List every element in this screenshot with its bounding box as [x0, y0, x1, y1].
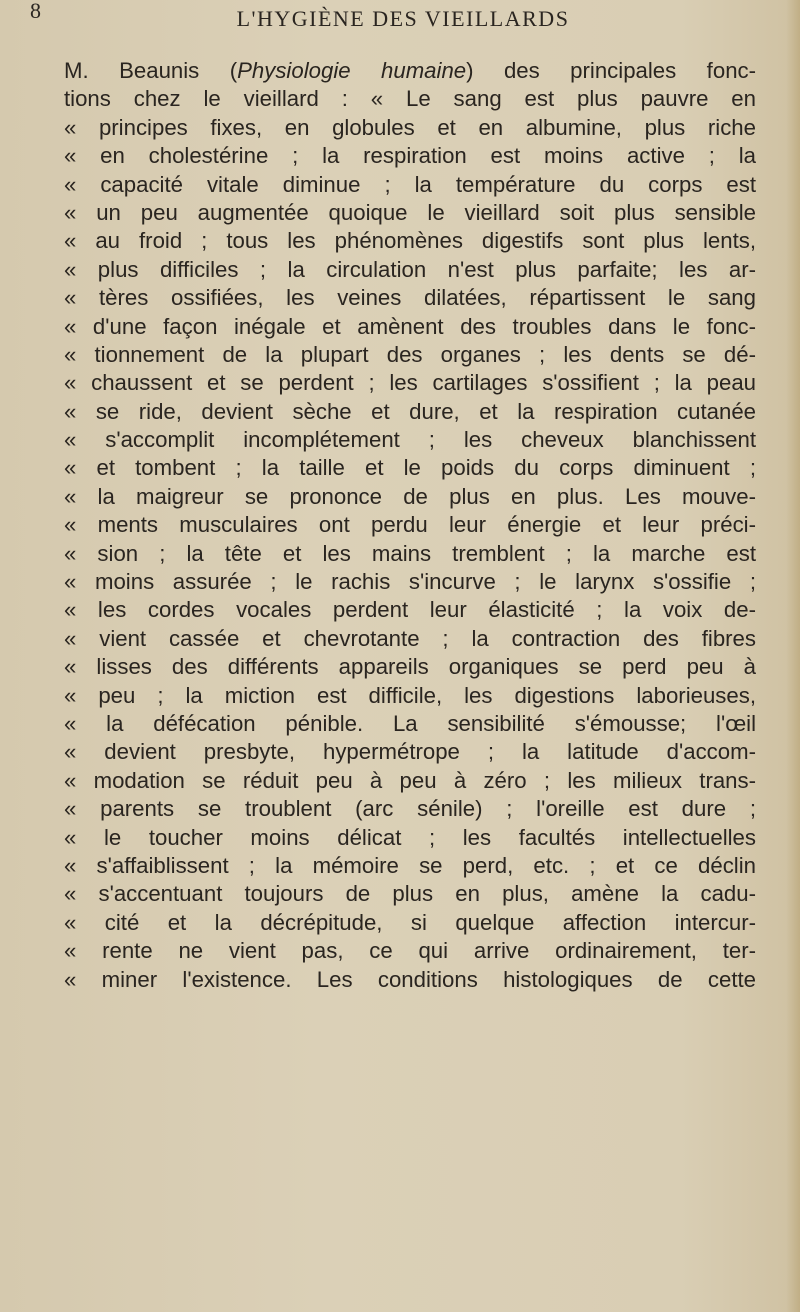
text-line: tions chez le vieillard : « Le sang est plus pauvre en: [64, 86, 756, 112]
text-line: « devient presbyte, hypermétrope ; la latitude d'accom-: [64, 739, 756, 765]
text-line: « tères ossifiées, les veines dilatées, répartissent le sang: [64, 285, 756, 311]
text-line: « les cordes vocales perdent leur élasticité ; la voix de-: [64, 597, 756, 623]
text-line: M. Beaunis (Physiologie humaine) des principales fonc-: [64, 58, 757, 83]
text-line: « la maigreur se prononce de plus en plus. Les mouve-: [64, 483, 756, 509]
text-line: « rente ne vient pas, ce qui arrive ordinairement, ter-: [64, 938, 756, 964]
text-line: « parents se troublent (arc sénile) ; l'oreille est dure ;: [64, 796, 756, 822]
text-line: « et tombent ; la taille et le poids du corps diminuent ;: [64, 455, 756, 481]
text-line: « modation se réduit peu à peu à zéro ; les milieux trans-: [64, 767, 756, 793]
text-line: « tionnement de la plupart des organes ; les dents se dé-: [64, 341, 756, 367]
running-head: L'HYGIÈNE DES VIEILLARDS: [236, 6, 570, 31]
text-line: « ments musculaires ont perdu leur énergie et leur préci-: [64, 512, 756, 538]
text-line: « s'accomplit incomplétement ; les cheveux blanchissent: [64, 427, 756, 453]
text-line: « se ride, devient sèche et dure, et la respiration cutanée: [64, 398, 756, 424]
text-line: « la défécation pénible. La sensibilité s'émousse; l'œil: [64, 710, 756, 736]
text-line: « s'affaiblissent ; la mémoire se perd, etc. ; et ce déclin: [64, 852, 756, 878]
text-line: « plus difficiles ; la circulation n'est plus parfaite; les ar-: [64, 256, 756, 282]
page-header: [26, 0, 780, 38]
text-line: « miner l'existence. Les conditions histologiques de cette: [64, 966, 756, 992]
text-line: « cité et la décrépitude, si quelque affection intercur-: [64, 909, 756, 935]
text-line: « au froid ; tous les phénomènes digestifs sont plus lents,: [64, 228, 756, 254]
text-line: « principes fixes, en globules et en albumine, plus riche: [64, 114, 756, 140]
body-text: [64, 57, 756, 994]
text-line: « vient cassée et chevrotante ; la contraction des fibres: [64, 625, 756, 651]
text-line: « capacité vitale diminue ; la température du corps est: [64, 171, 756, 197]
text-line: « lisses des différents appareils organiques se perd peu à: [64, 654, 756, 680]
text-line: « le toucher moins délicat ; les facultés intellectuelles: [64, 824, 756, 850]
text-line: « en cholestérine ; la respiration est moins active ; la: [64, 143, 756, 169]
text-line: « un peu augmentée quoique le vieillard soit plus sensible: [64, 199, 756, 225]
text-line: « s'accentuant toujours de plus en plus, amène la cadu-: [64, 881, 756, 907]
text-line: « d'une façon inégale et amènent des troubles dans le fonc-: [64, 313, 756, 339]
text-line: « sion ; la tête et les mains tremblent ; la marche est: [64, 540, 756, 566]
text-line: « moins assurée ; le rachis s'incurve ; le larynx s'ossifie ;: [64, 569, 756, 595]
page-edge-shading: [786, 0, 800, 1312]
text-line: « chaussent et se perdent ; les cartilages s'ossifient ; la peau: [64, 370, 756, 396]
text-line: « peu ; la miction est difficile, les digestions laborieuses,: [64, 682, 756, 708]
page-number: 8: [30, 0, 41, 23]
